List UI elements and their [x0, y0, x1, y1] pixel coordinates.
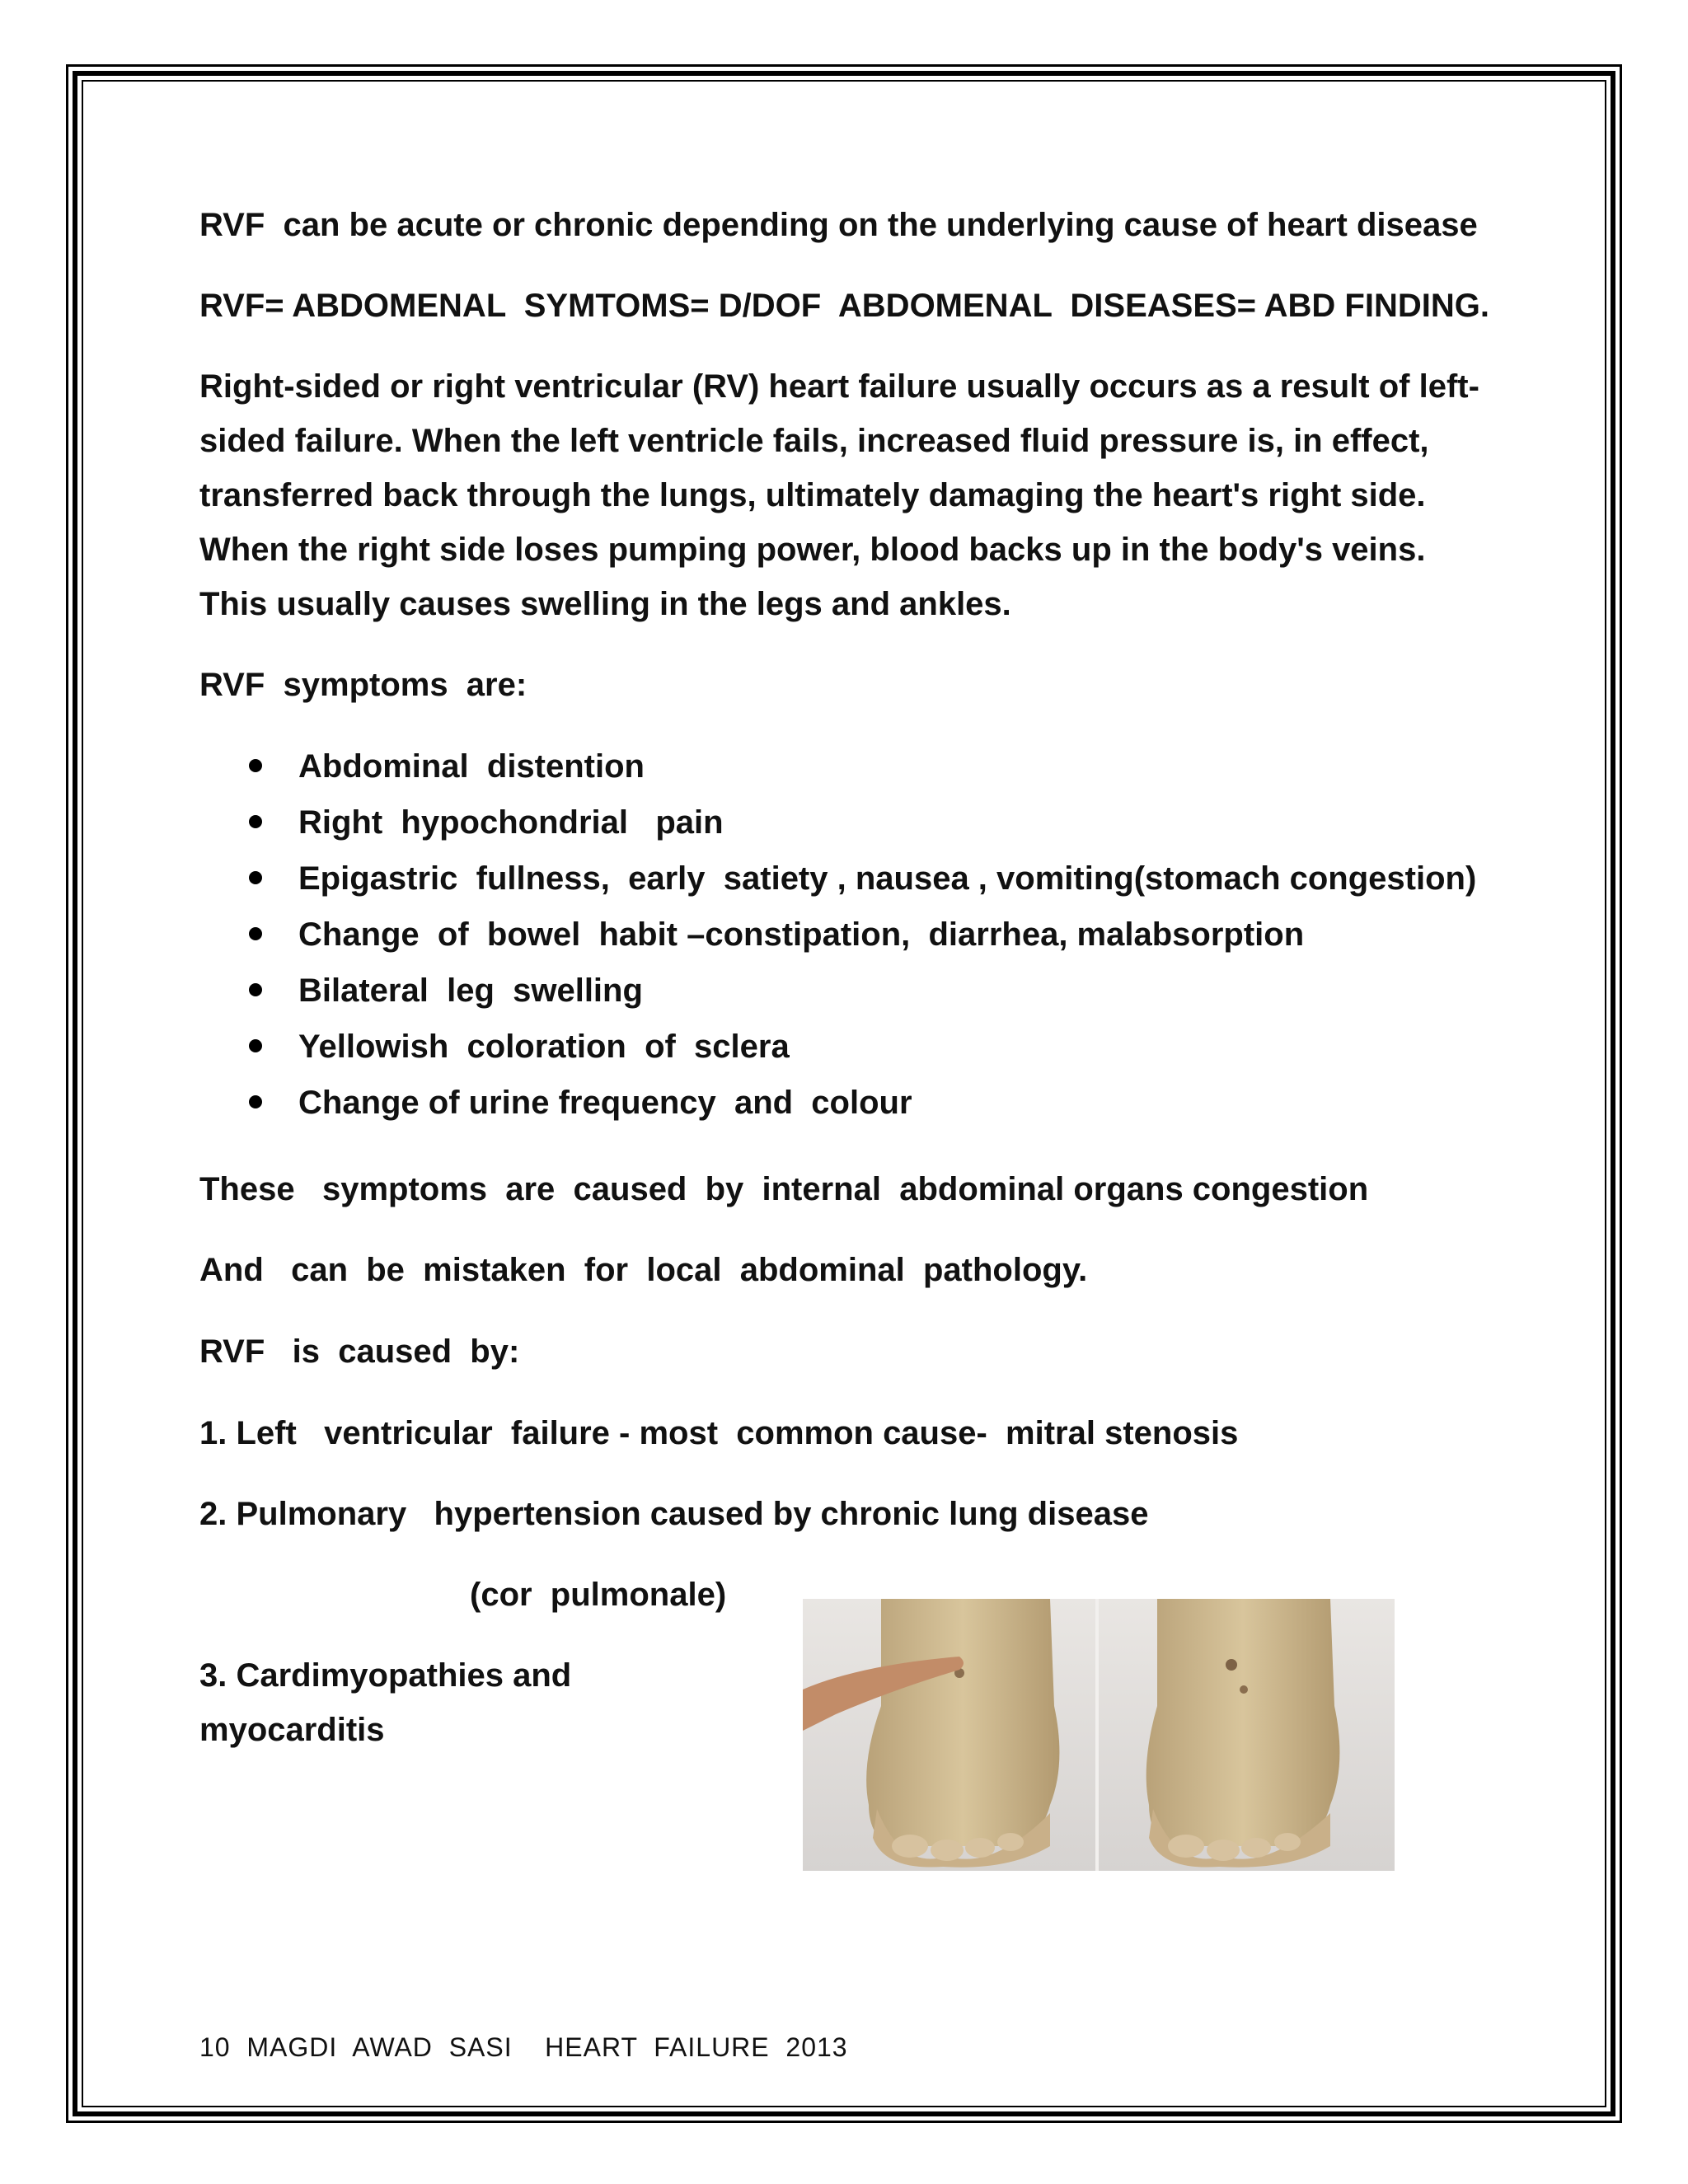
symptom-text: Bilateral leg swelling [298, 972, 643, 1009]
bullet-icon [249, 759, 262, 772]
symptom-text: Epigastric fullness, early satiety , nausea , vomiting(stomach congestion) [298, 860, 1477, 897]
bullet-icon [249, 815, 262, 828]
equation-line: RVF= ABDOMENAL SYMTOMS= D/DOF ABDOMENAL DISEASES= ABD FINDING. [199, 288, 1489, 324]
cause-2-note: (cor pulmonale) [470, 1577, 727, 1613]
symptom-item [199, 1019, 1476, 1075]
bullet-icon [249, 983, 262, 996]
symptom-item [199, 794, 1476, 851]
leg-edema-photo [803, 1599, 1395, 1871]
bullet-icon [249, 1039, 262, 1052]
symptoms-list [199, 738, 1476, 1131]
congestion-line: These symptoms are caused by internal abdominal organs congestion [199, 1171, 1369, 1207]
bullet-icon [249, 871, 262, 884]
causes-heading: RVF is caused by: [199, 1333, 520, 1370]
bullet-icon [249, 1095, 262, 1108]
symptom-item [199, 907, 1476, 963]
bullet-icon [249, 927, 262, 940]
symptom-text: Change of urine frequency and colour [298, 1085, 912, 1121]
symptoms-heading: RVF symptoms are: [199, 667, 528, 703]
cause-2: 2. Pulmonary hypertension caused by chronic lung disease [199, 1496, 1149, 1532]
page-footer: 10 MAGDI AWAD SASI HEART FAILURE 2013 [199, 2032, 848, 2062]
symptom-text: Right hypochondrial pain [298, 804, 724, 841]
intro-line: RVF can be acute or chronic depending on the underlying cause of heart disease [199, 207, 1478, 243]
symptom-text: Change of bowel habit –constipation, diarrhea, malabsorption [298, 916, 1305, 953]
cause-1: 1. Left ventricular failure - most common cause- mitral stenosis [199, 1415, 1239, 1451]
mistaken-line: And can be mistaken for local abdominal pathology. [199, 1252, 1088, 1288]
cause-3: 3. Cardimyopathies and myocarditis [199, 1657, 572, 1748]
rv-failure-paragraph: Right-sided or right ventricular (RV) heart failure usually occurs as a result of left-sided failure. When the left ventricle fails, increased fluid pressure is, in effect, transferred back through the lungs, ultimately damaging the heart's right side. When the right side loses pumping power, blood backs up in the body's veins. This usually causes swelling in the legs and ankles. [199, 368, 1479, 622]
symptom-text: Abdominal distention [298, 748, 645, 785]
symptom-item [199, 963, 1476, 1019]
symptom-item [199, 738, 1476, 794]
symptom-item [199, 851, 1476, 907]
symptom-text: Yellowish coloration of sclera [298, 1029, 790, 1065]
symptom-item [199, 1075, 1476, 1131]
